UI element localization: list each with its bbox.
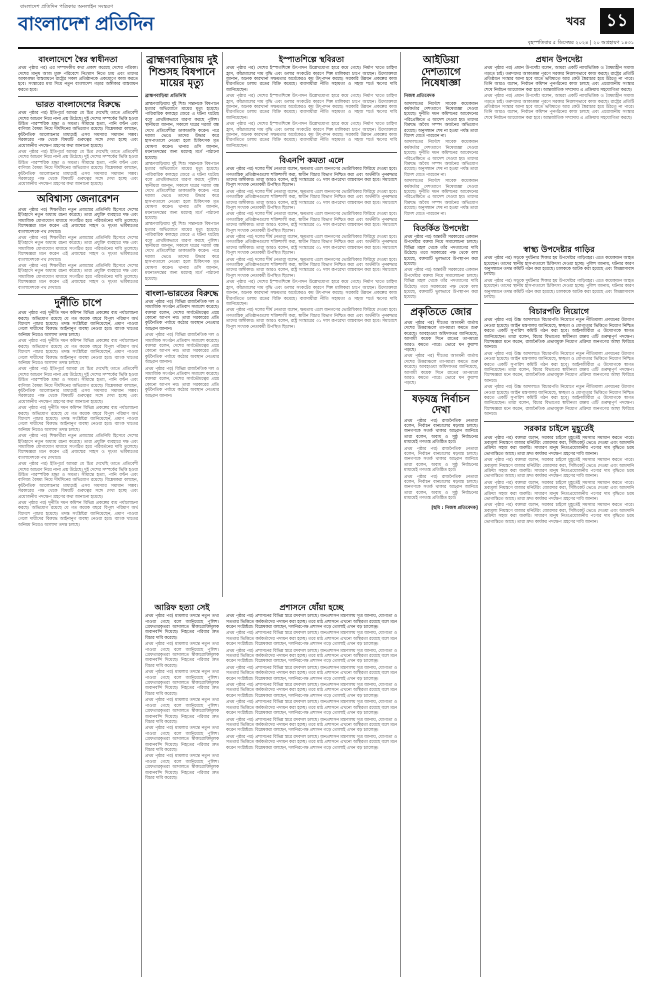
article-body (484, 66, 634, 121)
body-text-continued: প্রথম পৃষ্ঠার পর) দুর্নীতি দমন কমিশন বিভিন্ন প্রকল্পের ব্যয় পর্যালোচনা করছে। অভিযোগ রয়েছে যে গত কয়েক বছরে বিপুল পরিমাণ অর্থ বিদেশে পাচার হয়েছে। তদন্ত সংশ্লিষ্টরা জানিয়েছেন, প্রমাণ পাওয়া গেলে দায়ীদের বিরুদ্ধে আইনানুগ ব্যবস্থা নেওয়া হবে। ব্যাংক খাতের অনিয়ম নিয়েও আলাদা তদন্ত চলছে। (18, 339, 138, 366)
article-a5[interactable] (145, 55, 219, 282)
body-text: প্রথম পৃষ্ঠার পর) বক্তারা বলেন, সরকার চাইলে মুহূর্তেই সমস্যার সমাধান করতে পারে। দ্রব্যমূল্য নিয়ন্ত্রণে বাজার মনিটরিং জোরদার করা, সিন্ডিকেট ভেঙে দেওয়া এবং আমদানি প্রক্রিয়া সহজ করা জরুরি। সাধারণ মানুষ নিত্যপ্রয়োজনীয় পণ্যের দাম বৃদ্ধিতে চরম ভোগান্তিতে আছে। তারা দ্রুত কার্যকর পদক্ষেপ গ্রহণের দাবি জানান। (484, 435, 634, 457)
article-body (145, 300, 219, 399)
byline: নিজস্ব প্রতিবেদক (404, 93, 435, 99)
body-text: প্রথম পৃষ্ঠার পর) উচ্চ আদালতে বিচারপতি নিয়োগে নতুন নীতিমালা প্রণয়নের উদ্যোগ নেওয়া হয়েছে। আইন মন্ত্রণালয় জানিয়েছে, স্বচ্ছতা ও যোগ্যতার ভিত্তিতে নিয়োগ নিশ্চিত করতে একটি সুপারিশ কমিটি গঠন করা হবে। আইনজীবীরা এ উদ্যোগকে স্বাগত জানিয়েছেন। তারা বলেন, বিচার বিভাগের স্বাধীনতা রক্ষায় এটি গুরুত্বপূর্ণ পদক্ষেপ। বিশেষজ্ঞরা মনে করেন, রাজনৈতিক প্রভাবমুক্ত নিয়োগ প্রক্রিয়া জনগণের আস্থা ফিরিয়ে আনবে। (484, 318, 634, 351)
column-1 (18, 52, 138, 980)
column-5-top (484, 52, 634, 238)
body-text: প্রথম পৃষ্ঠার পর) প্রধান উপদেষ্টা বলেন, আমরা একটি ন্যায়ভিত্তিক ও বৈষম্যহীন সমাজ গড়তে চাই। তরুণদের আকাঙ্ক্ষা পূরণে সরকার নিরলসভাবে কাজ করছে। রাষ্ট্রের প্রতিটি প্রতিষ্ঠানে সংস্কার আনা হবে যাতে ভবিষ্যতে আর কেউ স্বৈরাচার হয়ে উঠতে না পারে। তিনি আরও বলেন, নির্বাচন কমিশন পুনর্গঠনের কাজ চলছে এবং প্রয়োজনীয় সংস্কার শেষে নির্বাচন আয়োজন করা হবে। আন্তর্জাতিক সম্প্রদায় এ প্রক্রিয়ায় সহযোগিতা করছে। (484, 66, 634, 93)
article-a1[interactable] (18, 55, 138, 93)
article-a13[interactable] (404, 307, 478, 386)
body-text-continued: প্রথম পৃষ্ঠার পর) উচ্চ আদালতে বিচারপতি নিয়োগে নতুন নীতিমালা প্রণয়নের উদ্যোগ নেওয়া হয়েছে। আইন মন্ত্রণালয় জানিয়েছে, স্বচ্ছতা ও যোগ্যতার ভিত্তিতে নিয়োগ নিশ্চিত করতে একটি সুপারিশ কমিটি গঠন করা হবে। আইনজীবীরা এ উদ্যোগকে স্বাগত জানিয়েছেন। তারা বলেন, বিচার বিভাগের স্বাধীনতা রক্ষায় এটি গুরুত্বপূর্ণ পদক্ষেপ। বিশেষজ্ঞরা মনে করেন, রাজনৈতিক প্রভাবমুক্ত নিয়োগ প্রক্রিয়া জনগণের আস্থা ফিরিয়ে আনবে। (484, 351, 634, 384)
body-text-continued: প্রথম পৃষ্ঠার পর) মামলার তদন্তে নতুন তথ্য পাওয়া গেছে বলে জানিয়েছে পুলিশ। গ্রেফতারকৃতরা আদালতে স্বীকারোক্তিমূলক জবানবন্দি দিয়েছে। নিহতের পরিবার দ্রুত বিচার দাবি করেছে। (145, 670, 219, 697)
article-separator (145, 285, 219, 286)
body-text-continued: প্রথম পৃষ্ঠার পর) বিভিন্ন রাজনৈতিক দল ও সামাজিক সংগঠন প্রতিবাদ সমাবেশ করেছে। বক্তারা বলেন, দেশের সার্বভৌমত্বের প্রশ্নে কোনো আপস নয়। তারা সরকারের প্রতি কূটনৈতিক পর্যায়ে কঠোর অবস্থান নেওয়ার আহ্বান জানান। (145, 366, 219, 399)
article-body (226, 614, 397, 751)
body-text: প্রথম পৃষ্ঠার পর) দুর্নীতি দমন কমিশন বিভিন্ন প্রকল্পের ব্যয় পর্যালোচনা করছে। অভিযোগ রয়েছে যে গত কয়েক বছরে বিপুল পরিমাণ অর্থ বিদেশে পাচার হয়েছে। তদন্ত সংশ্লিষ্টরা জানিয়েছেন, প্রমাণ পাওয়া গেলে দায়ীদের বিরুদ্ধে আইনানুগ ব্যবস্থা নেওয়া হবে। ব্যাংক খাতের অনিয়ম নিয়েও আলাদা তদন্ত চলছে। (18, 311, 138, 338)
body-text-continued: প্রথম পৃষ্ঠার পর) দলের শীর্ষ নেতারা বলেন, ক্ষমতায় এলে জনগণের ভোটাধিকার ফিরিয়ে দেওয়া হবে। গণতান্ত্রিক প্রতিষ্ঠানগুলো শক্তিশালী করা, স্বাধীন বিচার বিভাগ নিশ্চিত করা এবং অর্থনীতি পুনরুদ্ধার তাদের অঙ্গীকার। তারা আরও বলেন, রাষ্ট্র সংস্কারের ৩১ দফা রূপরেখা বাস্তবায়ন করা হবে। সমাবেশে বিপুল সংখ্যক নেতাকর্মী উপস্থিত ছিলেন। (226, 189, 397, 211)
body-text-continued: প্রথম পৃষ্ঠার পর) মামলার তদন্তে নতুন তথ্য পাওয়া গেছে বলে জানিয়েছে পুলিশ। গ্রেফতারকৃতরা আদালতে স্বীকারোক্তিমূলক জবানবন্দি দিয়েছে। নিহতের পরিবার দ্রুত বিচার দাবি করেছে। (145, 698, 219, 725)
body-text-continued: প্রথম পৃষ্ঠার পর) শিক্ষার্থীরা নতুন প্রজন্মের প্রতিনিধি হিসেবে দেশের ইতিহাসে নতুন অধ্যায় রচনা করেছে। তারা প্রযুক্তি ব্যবহারে দক্ষ এবং সামাজিক যোগাযোগ মাধ্যমে সংগঠিত হয়ে পরিবর্তনের দাবি তুলেছে। বিশেষজ্ঞরা মনে করেন এই প্রজন্মের সাহস ও দৃঢ়তা ভবিষ্যতের বাংলাদেশকে পথ দেখাবে। (18, 236, 138, 263)
headline: বিচারপতি নিয়োগে (528, 307, 590, 317)
body-text-continued: প্রথম পৃষ্ঠার পর) বক্তারা বলেন, সরকার চাইলে মুহূর্তেই সমস্যার সমাধান করতে পারে। দ্রব্যমূল্য নিয়ন্ত্রণে বাজার মনিটরিং জোরদার করা, সিন্ডিকেট ভেঙে দেওয়া এবং আমদানি প্রক্রিয়া সহজ করা জরুরি। সাধারণ মানুষ নিত্যপ্রয়োজনীয় পণ্যের দাম বৃদ্ধিতে চরম ভোগান্তিতে আছে। তারা দ্রুত কার্যকর পদক্ষেপ গ্রহণের দাবি জানান। (484, 458, 634, 480)
section-label-box (566, 8, 634, 36)
body-text: প্রথম পৃষ্ঠার পর) দলের শীর্ষ নেতারা বলেন, ক্ষমতায় এলে জনগণের ভোটাধিকার ফিরিয়ে দেওয়া হবে। গণতান্ত্রিক প্রতিষ্ঠানগুলো শক্তিশালী করা, স্বাধীন বিচার বিভাগ নিশ্চিত করা এবং অর্থনীতি পুনরুদ্ধার তাদের অঙ্গীকার। তারা আরও বলেন, রাষ্ট্র সংস্কারের ৩১ দফা রূপরেখা বাস্তবায়ন করা হবে। সমাবেশে বিপুল সংখ্যক নেতাকর্মী উপস্থিত ছিলেন। (226, 167, 397, 189)
column-3-lower (226, 600, 397, 977)
body-text-continued: প্রথম পৃষ্ঠার পর) দেশের ইস্পাতশিল্পে উৎপাদন উল্লেখযোগ্য হারে কমে গেছে। নির্মাণ খাতে চাহিদা হ্রাস, কাঁচামালের দাম বৃদ্ধি এবং ডলার সংকটের কারণে শিল্প মালিকরা চাপে আছেন। উদ্যোক্তারা জানান, অনেক কারখানা সক্ষমতার অর্ধেকেরও কম উৎপাদন করছে। সরকারি উন্নয়ন প্রকল্পের কাজ ধীরগতিতে চলায় রডের বিক্রি কমেছে। ব্যবসায়ীরা নীতি সহায়তা ও সহজ শর্তে ঋণের দাবি জানিয়েছেন। (226, 94, 397, 121)
article-a3[interactable] (18, 194, 138, 291)
headline: দুর্নীতি চাপে (54, 297, 102, 309)
headline: ষড়যন্ত্র নির্বাচন দেখা (412, 393, 470, 417)
article-separator (226, 152, 397, 153)
body-text-continued: প্রথম পৃষ্ঠার পর) ইতিপূর্বে আমরা যে চিত্র দেখেছি তাতে প্রতিবেশী দেশের আচরণ নিয়ে নানা প্রশ্ন উঠেছে। দুই দেশের সম্পর্কের ভিত্তি হওয়া উচিত পারস্পরিক শ্রদ্ধা ও সমতা। সীমান্তে হত্যা, পানি বণ্টন এবং বাণিজ্য বৈষম্য নিয়ে দীর্ঘদিনের অভিযোগ রয়েছে। বিশ্লেষকরা বলছেন, কূটনৈতিক আলোচনার মাধ্যমেই এসব সমস্যার সমাধান সম্ভব। সরকারের পক্ষ থেকে বিষয়টি গুরুত্বের সঙ্গে দেখা হচ্ছে এবং প্রয়োজনীয় পদক্ষেপ গ্রহণের কথা জানানো হয়েছে। (18, 367, 138, 405)
headline: ব্রাহ্মণবাড়িয়ায় দুই শিশুসহ বিষপানে মায়ের মৃত্যু (146, 55, 218, 89)
body-text-continued: প্রথম পৃষ্ঠার পর) ইতিপূর্বে আমরা যে চিত্র দেখেছি তাতে প্রতিবেশী দেশের আচরণ নিয়ে নানা প্রশ্ন উঠেছে। দুই দেশের সম্পর্কের ভিত্তি হওয়া উচিত পারস্পরিক শ্রদ্ধা ও সমতা। সীমান্তে হত্যা, পানি বণ্টন এবং বাণিজ্য বৈষম্য নিয়ে দীর্ঘদিনের অভিযোগ রয়েছে। বিশ্লেষকরা বলছেন, কূটনৈতিক আলোচনার মাধ্যমেই এসব সমস্যার সমাধান সম্ভব। সরকারের পক্ষ থেকে বিষয়টি গুরুত্বের সঙ্গে দেখা হচ্ছে এবং প্রয়োজনীয় পদক্ষেপ গ্রহণের কথা জানানো হয়েছে। (18, 462, 138, 500)
body-text-continued: প্রথম পৃষ্ঠার পর) প্রশাসনের বিভিন্ন স্তরে রদবদল চলছে। জনপ্রশাসন মন্ত্রণালয় সূত্র জানায়, যোগ্যতা ও সততার ভিত্তিতে কর্মকর্তাদের পদায়ন করা হচ্ছে। তবে মাঠ প্রশাসনে এখনো অস্থিরতা রয়েছে বলে মনে করেন সংশ্লিষ্টরা। বিশ্লেষকরা বলছেন, দলনিরপেক্ষ প্রশাসন গড়ে তোলাই এখন বড় চ্যালেঞ্জ। (226, 648, 397, 665)
column-divider (222, 52, 223, 597)
logo-tagline: বাংলাদেশ প্রতিদিন পত্রিকার অনলাইন সংস্করণ (20, 4, 114, 10)
body-text-continued: প্রথম পৃষ্ঠার পর) শীতের আগমনী বার্তায় দেশের উত্তরাঞ্চলে তাপমাত্রা কমতে শুরু করেছে। আবহাওয়া অধিদফতর জানিয়েছে, আগামী কয়েক দিনে রাতের তাপমাত্রা আরও কমতে পারে। ভোরে ঘন কুয়াশা পড়ছে। (404, 354, 478, 387)
article-a7[interactable] (145, 603, 219, 781)
article-a8[interactable] (226, 55, 397, 149)
column-divider (141, 52, 142, 977)
newspaper-logo[interactable] (18, 4, 188, 44)
article-a2[interactable] (18, 100, 138, 188)
article-separator (18, 191, 138, 192)
headline: বাংলা-ভারতের বিরুদ্ধে (145, 288, 219, 298)
body-text-continued: প্রথম পৃষ্ঠার পর) শিক্ষার্থীরা নতুন প্রজন্মের প্রতিনিধি হিসেবে দেশের ইতিহাসে নতুন অধ্যায় রচনা করেছে। তারা প্রযুক্তি ব্যবহারে দক্ষ এবং সামাজিক যোগাযোগ মাধ্যমে সংগঠিত হয়ে পরিবর্তনের দাবি তুলেছে। বিশেষজ্ঞরা মনে করেন এই প্রজন্মের সাহস ও দৃঢ়তা ভবিষ্যতের বাংলাদেশকে পথ দেখাবে। (18, 264, 138, 291)
body-text-continued: প্রথম পৃষ্ঠার পর) ইতিপূর্বে আমরা যে চিত্র দেখেছি তাতে প্রতিবেশী দেশের আচরণ নিয়ে নানা প্রশ্ন উঠেছে। দুই দেশের সম্পর্কের ভিত্তি হওয়া উচিত পারস্পরিক শ্রদ্ধা ও সমতা। সীমান্তে হত্যা, পানি বণ্টন এবং বাণিজ্য বৈষম্য নিয়ে দীর্ঘদিনের অভিযোগ রয়েছে। বিশ্লেষকরা বলছেন, কূটনৈতিক আলোচনার মাধ্যমেই এসব সমস্যার সমাধান সম্ভব। সরকারের পক্ষ থেকে বিষয়টি গুরুত্বের সঙ্গে দেখা হচ্ছে এবং প্রয়োজনীয় পদক্ষেপ গ্রহণের কথা জানানো হয়েছে। (18, 149, 138, 188)
headline: বিএনপি কমতা এলে (279, 155, 344, 165)
article-separator (404, 220, 478, 221)
body-text-continued: প্রথম পৃষ্ঠার পর) প্রশাসনের বিভিন্ন স্তরে রদবদল চলছে। জনপ্রশাসন মন্ত্রণালয় সূত্র জানায়, যোগ্যতা ও সততার ভিত্তিতে কর্মকর্তাদের পদায়ন করা হচ্ছে। তবে মাঠ প্রশাসনে এখনো অস্থিরতা রয়েছে বলে মনে করেন সংশ্লিষ্টরা। বিশ্লেষকরা বলছেন, দলনিরপেক্ষ প্রশাসন গড়ে তোলাই এখন বড় চ্যালেঞ্জ। (226, 665, 397, 682)
column-2-lower (145, 600, 219, 977)
body-text-continued: প্রথম পৃষ্ঠার পর) প্রশাসনের বিভিন্ন স্তরে রদবদল চলছে। জনপ্রশাসন মন্ত্রণালয় সূত্র জানায়, যোগ্যতা ও সততার ভিত্তিতে কর্মকর্তাদের পদায়ন করা হচ্ছে। তবে মাঠ প্রশাসনে এখনো অস্থিরতা রয়েছে বলে মনে করেন সংশ্লিষ্টরা। বিশ্লেষকরা বলছেন, দলনিরপেক্ষ প্রশাসন গড়ে তোলাই এখন বড় চ্যালেঞ্জ। (226, 631, 397, 648)
article-separator (404, 304, 478, 305)
body-text-continued: আদালতের নির্দেশে সাবেক কয়েকজন কর্মকর্তার দেশত্যাগে নিষেধাজ্ঞা দেওয়া হয়েছে। দুর্নীতি দমন কমিশনের আবেদনের পরিপ্রেক্ষিতে এ আদেশ দেওয়া হয়। তাদের বিরুদ্ধে অবৈধ সম্পদ অর্জনের অভিযোগ রয়েছে। অনুসন্ধান শেষ না হওয়া পর্যন্ত তারা বিদেশ যেতে পারবেন না। (404, 179, 478, 217)
article-body (226, 167, 397, 330)
body-text-continued: প্রথম পৃষ্ঠার পর) দলের শীর্ষ নেতারা বলেন, ক্ষমতায় এলে জনগণের ভোটাধিকার ফিরিয়ে দেওয়া হবে। গণতান্ত্রিক প্রতিষ্ঠানগুলো শক্তিশালী করা, স্বাধীন বিচার বিভাগ নিশ্চিত করা এবং অর্থনীতি পুনরুদ্ধার তাদের অঙ্গীকার। তারা আরও বলেন, রাষ্ট্র সংস্কারের ৩১ দফা রূপরেখা বাস্তবায়ন করা হবে। সমাবেশে বিপুল সংখ্যক নেতাকর্মী উপস্থিত ছিলেন। (226, 235, 397, 257)
article-a14[interactable] (404, 394, 478, 512)
column-5 (484, 242, 634, 980)
body-text: প্রথম পৃষ্ঠার পর) প্রশাসনের বিভিন্ন স্তরে রদবদল চলছে। জনপ্রশাসন মন্ত্রণালয় সূত্র জানায়, যোগ্যতা ও সততার ভিত্তিতে কর্মকর্তাদের পদায়ন করা হচ্ছে। তবে মাঠ প্রশাসনে এখনো অস্থিরতা রয়েছে বলে মনে করেন সংশ্লিষ্টরা। বিশ্লেষকরা বলছেন, দলনিরপেক্ষ প্রশাসন গড়ে তোলাই এখন বড় চ্যালেঞ্জ। (226, 614, 397, 630)
body-text-continued: ব্রাহ্মণবাড়িয়ায় দুই শিশু সন্তানকে বিষপানে হত্যার অভিযোগে মায়ের মৃত্যু হয়েছে। পারিবারিক কলহের জেরে এ ঘটনা ঘটেছে বলে প্রাথমিকভাবে ধারণা করছে পুলিশ। স্থানীয়রা জানান, সকালে ঘরের দরজা বন্ধ দেখে প্রতিবেশীরা ডাকাডাকি করেন। পরে দরজা ভেঙে তাদের উদ্ধার করে হাসপাতালে নেওয়া হলে চিকিৎসক মৃত ঘোষণা করেন। থানার ওসি জানান, ময়নাতদন্তের জন্য মরদেহ মর্গে পাঠানো হয়েছে। (145, 161, 219, 222)
article-body (484, 436, 634, 526)
body-text-continued: প্রথম পৃষ্ঠার পর) দলের শীর্ষ নেতারা বলেন, ক্ষমতায় এলে জনগণের ভোটাধিকার ফিরিয়ে দেওয়া হবে। গণতান্ত্রিক প্রতিষ্ঠানগুলো শক্তিশালী করা, স্বাধীন বিচার বিভাগ নিশ্চিত করা এবং অর্থনীতি পুনরুদ্ধার তাদের অঙ্গীকার। তারা আরও বলেন, রাষ্ট্র সংস্কারের ৩১ দফা রূপরেখা বাস্তবায়ন করা হবে। সমাবেশে বিপুল সংখ্যক নেতাকর্মী উপস্থিত ছিলেন। (226, 308, 397, 330)
body-text: প্রথম পৃষ্ঠার পর) সড়কে দুর্ঘটনার শিকার হয় উপদেষ্টার গাড়িবহর। এতে কয়েকজন আহত হয়েছেন। তাদের স্থানীয় হাসপাতালে চিকিৎসা দেওয়া হচ্ছে। পুলিশ জানায়, ঘটনার কারণ অনুসন্ধানে তদন্ত কমিটি গঠন করা হয়েছে। চালককে আটক করা হয়েছে এবং জিজ্ঞাসাবাদ চলছে। (484, 256, 634, 278)
headline: আরিফ হত্যা সেই (154, 603, 210, 612)
body-text-continued: প্রথম পৃষ্ঠার পর) রাজনৈতিক নেতারা বলেন, নির্বাচন বানচালের ষড়যন্ত্র চলছে। জনগণকে সতর্ক থাকার আহ্বান জানিয়ে তারা বলেন, অবাধ ও সুষ্ঠু নির্বাচনের মাধ্যমেই গণতন্ত্র প্রতিষ্ঠিত হবে। (404, 474, 478, 502)
article-body (145, 102, 219, 282)
article-body (404, 419, 478, 502)
body-text-continued: প্রথম পৃষ্ঠার পর) বক্তারা বলেন, সরকার চাইলে মুহূর্তেই সমস্যার সমাধান করতে পারে। দ্রব্যমূল্য নিয়ন্ত্রণে বাজার মনিটরিং জোরদার করা, সিন্ডিকেট ভেঙে দেওয়া এবং আমদানি প্রক্রিয়া সহজ করা জরুরি। সাধারণ মানুষ নিত্যপ্রয়োজনীয় পণ্যের দাম বৃদ্ধিতে চরম ভোগান্তিতে আছে। তারা দ্রুত কার্যকর পদক্ষেপ গ্রহণের দাবি জানান। (484, 503, 634, 525)
page-number: ১১ (600, 8, 634, 34)
article-a6[interactable] (145, 289, 219, 400)
article-a9[interactable] (226, 156, 397, 330)
body-text-continued: প্রথম পৃষ্ঠার পর) মামলার তদন্তে নতুন তথ্য পাওয়া গেছে বলে জানিয়েছে পুলিশ। গ্রেফতারকৃতরা আদালতে স্বীকারোক্তিমূলক জবানবন্দি দিয়েছে। নিহতের পরিবার দ্রুত বিচার দাবি করেছে। (145, 642, 219, 669)
byline: ব্রাহ্মণবাড়িয়া প্রতিনিধি (145, 93, 187, 99)
body-text: প্রথম পৃষ্ঠার পর) মামলার তদন্তে নতুন তথ্য পাওয়া গেছে বলে জানিয়েছে পুলিশ। গ্রেফতারকৃতরা আদালতে স্বীকারোক্তিমূলক জবানবন্দি দিয়েছে। নিহতের পরিবার দ্রুত বিচার দাবি করেছে। (145, 614, 219, 641)
article-body (226, 66, 397, 149)
body-text: প্রথম পৃষ্ঠার পর) ইতিপূর্বে আমরা যে চিত্র দেখেছি তাতে প্রতিবেশী দেশের আচরণ নিয়ে নানা প্রশ্ন উঠেছে। দুই দেশের সম্পর্কের ভিত্তি হওয়া উচিত পারস্পরিক শ্রদ্ধা ও সমতা। সীমান্তে হত্যা, পানি বণ্টন এবং বাণিজ্য বৈষম্য নিয়ে দীর্ঘদিনের অভিযোগ রয়েছে। বিশ্লেষকরা বলছেন, কূটনৈতিক আলোচনার মাধ্যমেই এসব সমস্যার সমাধান সম্ভব। সরকারের পক্ষ থেকে বিষয়টি গুরুত্বের সঙ্গে দেখা হচ্ছে এবং প্রয়োজনীয় পদক্ষেপ গ্রহণের কথা জানানো হয়েছে। (18, 111, 138, 149)
masthead-rule (18, 47, 634, 49)
body-text-continued: প্রথম পৃষ্ঠার পর) সড়কে দুর্ঘটনার শিকার হয় উপদেষ্টার গাড়িবহর। এতে কয়েকজন আহত হয়েছেন। তাদের স্থানীয় হাসপাতালে চিকিৎসা দেওয়া হচ্ছে। পুলিশ জানায়, ঘটনার কারণ অনুসন্ধানে তদন্ত কমিটি গঠন করা হয়েছে। চালককে আটক করা হয়েছে এবং জিজ্ঞাসাবাদ চলছে। (484, 278, 634, 301)
body-text: প্রথম পৃষ্ঠার পর) বিভিন্ন রাজনৈতিক দল ও সামাজিক সংগঠন প্রতিবাদ সমাবেশ করেছে। বক্তারা বলেন, দেশের সার্বভৌমত্বের প্রশ্নে কোনো আপস নয়। তারা সরকারের প্রতি কূটনৈতিক পর্যায়ে কঠোর অবস্থান নেওয়ার আহ্বান জানান। (145, 299, 219, 332)
article-a10[interactable] (226, 603, 397, 751)
headline: সরকার চাইলে মুহূর্তেই (524, 424, 594, 434)
body-text-continued: প্রথম পৃষ্ঠার পর) বক্তারা বলেন, সরকার চাইলে মুহূর্তেই সমস্যার সমাধান করতে পারে। দ্রব্যমূল্য নিয়ন্ত্রণে বাজার মনিটরিং জোরদার করা, সিন্ডিকেট ভেঙে দেওয়া এবং আমদানি প্রক্রিয়া সহজ করা জরুরি। সাধারণ মানুষ নিত্যপ্রয়োজনীয় পণ্যের দাম বৃদ্ধিতে চরম ভোগান্তিতে আছে। তারা দ্রুত কার্যকর পদক্ষেপ গ্রহণের দাবি জানান। (484, 480, 634, 502)
body-text: প্রথম পৃষ্ঠার পর) দেশের ইস্পাতশিল্পে উৎপাদন উল্লেখযোগ্য হারে কমে গেছে। নির্মাণ খাতে চাহিদা হ্রাস, কাঁচামালের দাম বৃদ্ধি এবং ডলার সংকটের কারণে শিল্প মালিকরা চাপে আছেন। উদ্যোক্তারা জানান, অনেক কারখানা সক্ষমতার অর্ধেকেরও কম উৎপাদন করছে। সরকারি উন্নয়ন প্রকল্পের কাজ ধীরগতিতে চলায় রডের বিক্রি কমেছে। ব্যবসায়ীরা নীতি সহায়তা ও সহজ শর্তে ঋণের দাবি জানিয়েছেন। (226, 66, 397, 93)
masthead (0, 0, 650, 50)
column-3 (226, 52, 397, 597)
body-text-continued: প্রথম পৃষ্ঠার পর) প্রশাসনের বিভিন্ন স্তরে রদবদল চলছে। জনপ্রশাসন মন্ত্রণালয় সূত্র জানায়, যোগ্যতা ও সততার ভিত্তিতে কর্মকর্তাদের পদায়ন করা হচ্ছে। তবে মাঠ প্রশাসনে এখনো অস্থিরতা রয়েছে বলে মনে করেন সংশ্লিষ্টরা। বিশ্লেষকরা বলছেন, দলনিরপেক্ষ প্রশাসন গড়ে তোলাই এখন বড় চ্যালেঞ্জ। (226, 717, 397, 734)
article-separator (404, 390, 478, 391)
body-text-continued: প্রথম পৃষ্ঠার পর) দলের শীর্ষ নেতারা বলেন, ক্ষমতায় এলে জনগণের ভোটাধিকার ফিরিয়ে দেওয়া হবে। গণতান্ত্রিক প্রতিষ্ঠানগুলো শক্তিশালী করা, স্বাধীন বিচার বিভাগ নিশ্চিত করা এবং অর্থনীতি পুনরুদ্ধার তাদের অঙ্গীকার। তারা আরও বলেন, রাষ্ট্র সংস্কারের ৩১ দফা রূপরেখা বাস্তবায়ন করা হবে। সমাবেশে বিপুল সংখ্যক নেতাকর্মী উপস্থিত ছিলেন। (226, 212, 397, 234)
body-text-continued: আদালতের নির্দেশে সাবেক কয়েকজন কর্মকর্তার দেশত্যাগে নিষেধাজ্ঞা দেওয়া হয়েছে। দুর্নীতি দমন কমিশনের আবেদনের পরিপ্রেক্ষিতে এ আদেশ দেওয়া হয়। তাদের বিরুদ্ধে অবৈধ সম্পদ অর্জনের অভিযোগ রয়েছে। অনুসন্ধান শেষ না হওয়া পর্যন্ত তারা বিদেশ যেতে পারবেন না। (404, 140, 478, 178)
article-a12[interactable] (404, 224, 478, 301)
column-4 (404, 52, 478, 980)
body-text: প্রথম পৃষ্ঠার পর) অন্তর্বর্তী সরকারের একজন উপদেষ্টার বক্তব্য নিয়ে সমালোচনা চলছে। বিভিন্ন মহল থেকে তাঁর পদত্যাগের দাবি উঠেছে। তবে সরকারের পক্ষ থেকে বলা হয়েছে, বক্তব্যটি ভুলভাবে উপস্থাপন করা হয়েছে। (404, 234, 478, 267)
article-separator (18, 96, 138, 97)
article-body (404, 102, 478, 218)
body-text-continued: প্রথম পৃষ্ঠার পর) দেশের ইস্পাতশিল্পে উৎপাদন উল্লেখযোগ্য হারে কমে গেছে। নির্মাণ খাতে চাহিদা হ্রাস, কাঁচামালের দাম বৃদ্ধি এবং ডলার সংকটের কারণে শিল্প মালিকরা চাপে আছেন। উদ্যোক্তারা জানান, অনেক কারখানা সক্ষমতার অর্ধেকেরও কম উৎপাদন করছে। সরকারি উন্নয়ন প্রকল্পের কাজ ধীরগতিতে চলায় রডের বিক্রি কমেছে। ব্যবসায়ীরা নীতি সহায়তা ও সহজ শর্তে ঋণের দাবি জানিয়েছেন। (226, 280, 397, 307)
body-text-continued: প্রথম পৃষ্ঠার পর) মামলার তদন্তে নতুন তথ্য পাওয়া গেছে বলে জানিয়েছে পুলিশ। গ্রেফতারকৃতরা আদালতে স্বীকারোক্তিমূলক জবানবন্দি দিয়েছে। নিহতের পরিবার দ্রুত বিচার দাবি করেছে। (145, 754, 219, 781)
body-text-continued: প্রথম পৃষ্ঠার পর) শিক্ষার্থীরা নতুন প্রজন্মের প্রতিনিধি হিসেবে দেশের ইতিহাসে নতুন অধ্যায় রচনা করেছে। তারা প্রযুক্তি ব্যবহারে দক্ষ এবং সামাজিক যোগাযোগ মাধ্যমে সংগঠিত হয়ে পরিবর্তনের দাবি তুলেছে। বিশেষজ্ঞরা মনে করেন এই প্রজন্মের সাহস ও দৃঢ়তা ভবিষ্যতের বাংলাদেশকে পথ দেখাবে। (18, 434, 138, 461)
body-text-continued: প্রথম পৃষ্ঠার পর) দুর্নীতি দমন কমিশন বিভিন্ন প্রকল্পের ব্যয় পর্যালোচনা করছে। অভিযোগ রয়েছে যে গত কয়েক বছরে বিপুল পরিমাণ অর্থ বিদেশে পাচার হয়েছে। তদন্ত সংশ্লিষ্টরা জানিয়েছেন, প্রমাণ পাওয়া গেলে দায়ীদের বিরুদ্ধে আইনানুগ ব্যবস্থা নেওয়া হবে। ব্যাংক খাতের অনিয়ম নিয়েও আলাদা তদন্ত চলছে। (18, 501, 138, 528)
article-body (18, 111, 138, 188)
body-text-continued: প্রথম পৃষ্ঠার পর) রাজনৈতিক নেতারা বলেন, নির্বাচন বানচালের ষড়যন্ত্র চলছে। জনগণকে সতর্ক থাকার আহ্বান জানিয়ে তারা বলেন, অবাধ ও সুষ্ঠু নির্বাচনের মাধ্যমেই গণতন্ত্র প্রতিষ্ঠিত হবে। (404, 446, 478, 474)
article-a11[interactable] (404, 55, 478, 217)
headline: বাংলাদেশে স্বৈর স্বাধীনতা (38, 55, 118, 64)
body-text-continued: প্রথম পৃষ্ঠার পর) দেশের ইস্পাতশিল্পে উৎপাদন উল্লেখযোগ্য হারে কমে গেছে। নির্মাণ খাতে চাহিদা হ্রাস, কাঁচামালের দাম বৃদ্ধি এবং ডলার সংকটের কারণে শিল্প মালিকরা চাপে আছেন। উদ্যোক্তারা জানান, অনেক কারখানা সক্ষমতার অর্ধেকেরও কম উৎপাদন করছে। সরকারি উন্নয়ন প্রকল্পের কাজ ধীরগতিতে চলায় রডের বিক্রি কমেছে। ব্যবসায়ীরা নীতি সহায়তা ও সহজ শর্তে ঋণের দাবি জানিয়েছেন। (226, 122, 397, 149)
body-text-continued: প্রথম পৃষ্ঠার পর) প্রশাসনের বিভিন্ন স্তরে রদবদল চলছে। জনপ্রশাসন মন্ত্রণালয় সূত্র জানায়, যোগ্যতা ও সততার ভিত্তিতে কর্মকর্তাদের পদায়ন করা হচ্ছে। তবে মাঠ প্রশাসনে এখনো অস্থিরতা রয়েছে বলে মনে করেন সংশ্লিষ্টরা। বিশ্লেষকরা বলছেন, দলনিরপেক্ষ প্রশাসন গড়ে তোলাই এখন বড় চ্যালেঞ্জ। (226, 734, 397, 751)
body-text-continued: প্রথম পৃষ্ঠার পর) মামলার তদন্তে নতুন তথ্য পাওয়া গেছে বলে জানিয়েছে পুলিশ। গ্রেফতারকৃতরা আদালতে স্বীকারোক্তিমূলক জবানবন্দি দিয়েছে। নিহতের পরিবার দ্রুত বিচার দাবি করেছে। (145, 726, 219, 753)
headline: ভারত বাংলাদেশের বিরুদ্ধে (35, 99, 121, 109)
body-text-continued: প্রথম পৃষ্ঠার পর) বিভিন্ন রাজনৈতিক দল ও সামাজিক সংগঠন প্রতিবাদ সমাবেশ করেছে। বক্তারা বলেন, দেশের সার্বভৌমত্বের প্রশ্নে কোনো আপস নয়। তারা সরকারের প্রতি কূটনৈতিক পর্যায়ে কঠোর অবস্থান নেওয়ার আহ্বান জানান। (145, 333, 219, 366)
body-text-continued: প্রথম পৃষ্ঠার পর) প্রধান উপদেষ্টা বলেন, আমরা একটি ন্যায়ভিত্তিক ও বৈষম্যহীন সমাজ গড়তে চাই। তরুণদের আকাঙ্ক্ষা পূরণে সরকার নিরলসভাবে কাজ করছে। রাষ্ট্রের প্রতিটি প্রতিষ্ঠানে সংস্কার আনা হবে যাতে ভবিষ্যতে আর কেউ স্বৈরাচার হয়ে উঠতে না পারে। তিনি আরও বলেন, নির্বাচন কমিশন পুনর্গঠনের কাজ চলছে এবং প্রয়োজনীয় সংস্কার শেষে নির্বাচন আয়োজন করা হবে। আন্তর্জাতিক সম্প্রদায় এ প্রক্রিয়ায় সহযোগিতা করছে। (484, 94, 634, 121)
headline: স্বাস্থ্য উপদেষ্টার গাড়ির (523, 245, 595, 254)
article-body (484, 318, 634, 417)
headline: প্রধান উপদেষ্টা (535, 55, 583, 64)
article-body (484, 256, 634, 300)
body-text: প্রথম পৃষ্ঠার পর) শিক্ষার্থীরা নতুন প্রজন্মের প্রতিনিধি হিসেবে দেশের ইতিহাসে নতুন অধ্যায় রচনা করেছে। তারা প্রযুক্তি ব্যবহারে দক্ষ এবং সামাজিক যোগাযোগ মাধ্যমে সংগঠিত হয়ে পরিবর্তনের দাবি তুলেছে। বিশেষজ্ঞরা মনে করেন এই প্রজন্মের সাহস ও দৃঢ়তা ভবিষ্যতের বাংলাদেশকে পথ দেখাবে। (18, 207, 138, 235)
body-text: প্রথম পৃষ্ঠার পর) এর সম্পাদকীয় কথা প্রকাশ করেছে দেশের পত্রিকা। দেশের মানুষ আজ মুক্ত পরিবেশে নিঃশ্বাস নিতে চায় এবং তাদের আকাঙ্ক্ষা বাস্তবায়নে রাষ্ট্রের সকল প্রতিষ্ঠানকে একযোগে কাজ করতে হবে। সংস্কারের মধ্য দিয়ে নতুন বাংলাদেশ গড়ার অঙ্গীকার বাস্তবায়ন করতে হবে। (18, 66, 138, 93)
headline: প্রশাসনে ধোঁয়া হচ্ছে (279, 603, 344, 612)
body-text-continued: প্রথম পৃষ্ঠার পর) অন্তর্বর্তী সরকারের একজন উপদেষ্টার বক্তব্য নিয়ে সমালোচনা চলছে। বিভিন্ন মহল থেকে তাঁর পদত্যাগের দাবি উঠেছে। তবে সরকারের পক্ষ থেকে বলা হয়েছে, বক্তব্যটি ভুলভাবে উপস্থাপন করা হয়েছে। (404, 268, 478, 301)
body-text-continued: প্রথম পৃষ্ঠার পর) প্রশাসনের বিভিন্ন স্তরে রদবদল চলছে। জনপ্রশাসন মন্ত্রণালয় সূত্র জানায়, যোগ্যতা ও সততার ভিত্তিতে কর্মকর্তাদের পদায়ন করা হচ্ছে। তবে মাঠ প্রশাসনে এখনো অস্থিরতা রয়েছে বলে মনে করেন সংশ্লিষ্টরা। বিশ্লেষকরা বলছেন, দলনিরপেক্ষ প্রশাসন গড়ে তোলাই এখন বড় চ্যালেঞ্জ। (226, 683, 397, 699)
headline: প্রকৃতিতে জোর (410, 307, 472, 319)
logo-text: বাংলাদেশ প্রতিদিন (18, 13, 154, 35)
article-a16[interactable] (484, 245, 634, 300)
article-a17[interactable] (484, 307, 634, 418)
column-divider (480, 240, 481, 977)
article-separator (484, 421, 634, 422)
body-text: প্রথম পৃষ্ঠার পর) রাজনৈতিক নেতারা বলেন, নির্বাচন বানচালের ষড়যন্ত্র চলছে। জনগণকে সতর্ক থাকার আহ্বান জানিয়ে তারা বলেন, অবাধ ও সুষ্ঠু নির্বাচনের মাধ্যমেই গণতন্ত্র প্রতিষ্ঠিত হবে। (404, 418, 478, 446)
article-separator (18, 294, 138, 295)
dateline: বৃহস্পতিবার ৫ ডিসেম্বর ২০২৪ | ২০ অগ্রহায়ণ ১৪৩১ (527, 40, 634, 46)
photo-credit: [ছবি : নিজস্ব প্রতিবেদক] (431, 505, 478, 511)
article-body (18, 66, 138, 93)
article-body (145, 614, 219, 781)
body-text-continued: প্রথম পৃষ্ঠার পর) প্রশাসনের বিভিন্ন স্তরে রদবদল চলছে। জনপ্রশাসন মন্ত্রণালয় সূত্র জানায়, যোগ্যতা ও সততার ভিত্তিতে কর্মকর্তাদের পদায়ন করা হচ্ছে। তবে মাঠ প্রশাসনে এখনো অস্থিরতা রয়েছে বলে মনে করেন সংশ্লিষ্টরা। বিশ্লেষকরা বলছেন, দলনিরপেক্ষ প্রশাসন গড়ে তোলাই এখন বড় চ্যালেঞ্জ। (226, 700, 397, 717)
section-name: খবর (566, 15, 586, 28)
body-text-continued: প্রথম পৃষ্ঠার পর) উচ্চ আদালতে বিচারপতি নিয়োগে নতুন নীতিমালা প্রণয়নের উদ্যোগ নেওয়া হয়েছে। আইন মন্ত্রণালয় জানিয়েছে, স্বচ্ছতা ও যোগ্যতার ভিত্তিতে নিয়োগ নিশ্চিত করতে একটি সুপারিশ কমিটি গঠন করা হবে। আইনজীবীরা এ উদ্যোগকে স্বাগত জানিয়েছেন। তারা বলেন, বিচার বিভাগের স্বাধীনতা রক্ষায় এটি গুরুত্বপূর্ণ পদক্ষেপ। বিশেষজ্ঞরা মনে করেন, রাজনৈতিক প্রভাবমুক্ত নিয়োগ প্রক্রিয়া জনগণের আস্থা ফিরিয়ে আনবে। (484, 385, 634, 418)
article-body (404, 321, 478, 387)
article-body (18, 208, 138, 291)
body-text-continued: প্রথম পৃষ্ঠার পর) দলের শীর্ষ নেতারা বলেন, ক্ষমতায় এলে জনগণের ভোটাধিকার ফিরিয়ে দেওয়া হবে। গণতান্ত্রিক প্রতিষ্ঠানগুলো শক্তিশালী করা, স্বাধীন বিচার বিভাগ নিশ্চিত করা এবং অর্থনীতি পুনরুদ্ধার তাদের অঙ্গীকার। তারা আরও বলেন, রাষ্ট্র সংস্কারের ৩১ দফা রূপরেখা বাস্তবায়ন করা হবে। সমাবেশে বিপুল সংখ্যক নেতাকর্মী উপস্থিত ছিলেন। (226, 257, 397, 279)
column-divider (400, 52, 401, 977)
body-text: ব্রাহ্মণবাড়িয়ায় দুই শিশু সন্তানকে বিষপানে হত্যার অভিযোগে মায়ের মৃত্যু হয়েছে। পারিবারিক কলহের জেরে এ ঘটনা ঘটেছে বলে প্রাথমিকভাবে ধারণা করছে পুলিশ। স্থানীয়রা জানান, সকালে ঘরের দরজা বন্ধ দেখে প্রতিবেশীরা ডাকাডাকি করেন। পরে দরজা ভেঙে তাদের উদ্ধার করে হাসপাতালে নেওয়া হলে চিকিৎসক মৃত ঘোষণা করেন। থানার ওসি জানান, ময়নাতদন্তের জন্য মরদেহ মর্গে পাঠানো হয়েছে। (145, 101, 219, 161)
article-body (404, 235, 478, 301)
article-body (18, 311, 138, 528)
body-text: আদালতের নির্দেশে সাবেক কয়েকজন কর্মকর্তার দেশত্যাগে নিষেধাজ্ঞা দেওয়া হয়েছে। দুর্নীতি দমন কমিশনের আবেদনের পরিপ্রেক্ষিতে এ আদেশ দেওয়া হয়। তাদের বিরুদ্ধে অবৈধ সম্পদ অর্জনের অভিযোগ রয়েছে। অনুসন্ধান শেষ না হওয়া পর্যন্ত তারা বিদেশ যেতে পারবেন না। (404, 101, 478, 139)
body-text: প্রথম পৃষ্ঠার পর) শীতের আগমনী বার্তায় দেশের উত্তরাঞ্চলে তাপমাত্রা কমতে শুরু করেছে। আবহাওয়া অধিদফতর জানিয়েছে, আগামী কয়েক দিনে রাতের তাপমাত্রা আরও কমতে পারে। ভোরে ঘন কুয়াশা পড়ছে। (404, 320, 478, 353)
article-a4[interactable] (18, 298, 138, 528)
article-a15[interactable] (484, 55, 634, 121)
headline: আইডিয়া দেশত্যাগে নিষেধাজ্ঞা (421, 55, 461, 89)
body-text-continued: প্রথম পৃষ্ঠার পর) দুর্নীতি দমন কমিশন বিভিন্ন প্রকল্পের ব্যয় পর্যালোচনা করছে। অভিযোগ রয়েছে যে গত কয়েক বছরে বিপুল পরিমাণ অর্থ বিদেশে পাচার হয়েছে। তদন্ত সংশ্লিষ্টরা জানিয়েছেন, প্রমাণ পাওয়া গেলে দায়ীদের বিরুদ্ধে আইনানুগ ব্যবস্থা নেওয়া হবে। ব্যাংক খাতের অনিয়ম নিয়েও আলাদা তদন্ত চলছে। (18, 406, 138, 433)
headline: বিতর্কিত উপদেষ্টা (413, 223, 469, 233)
headline: ইস্পাতশিল্পে স্থবিরতা (278, 55, 345, 64)
column-2 (145, 52, 219, 597)
headline: অবিশ্বাস্য জেনারেশন (37, 194, 119, 206)
body-text-continued: ব্রাহ্মণবাড়িয়ায় দুই শিশু সন্তানকে বিষপানে হত্যার অভিযোগে মায়ের মৃত্যু হয়েছে। পারিবারিক কলহের জেরে এ ঘটনা ঘটেছে বলে প্রাথমিকভাবে ধারণা করছে পুলিশ। স্থানীয়রা জানান, সকালে ঘরের দরজা বন্ধ দেখে প্রতিবেশীরা ডাকাডাকি করেন। পরে দরজা ভেঙে তাদের উদ্ধার করে হাসপাতালে নেওয়া হলে চিকিৎসক মৃত ঘোষণা করেন। থানার ওসি জানান, ময়নাতদন্তের জন্য মরদেহ মর্গে পাঠানো হয়েছে। (145, 222, 219, 282)
article-a18[interactable] (484, 424, 634, 525)
article-separator (484, 303, 634, 304)
